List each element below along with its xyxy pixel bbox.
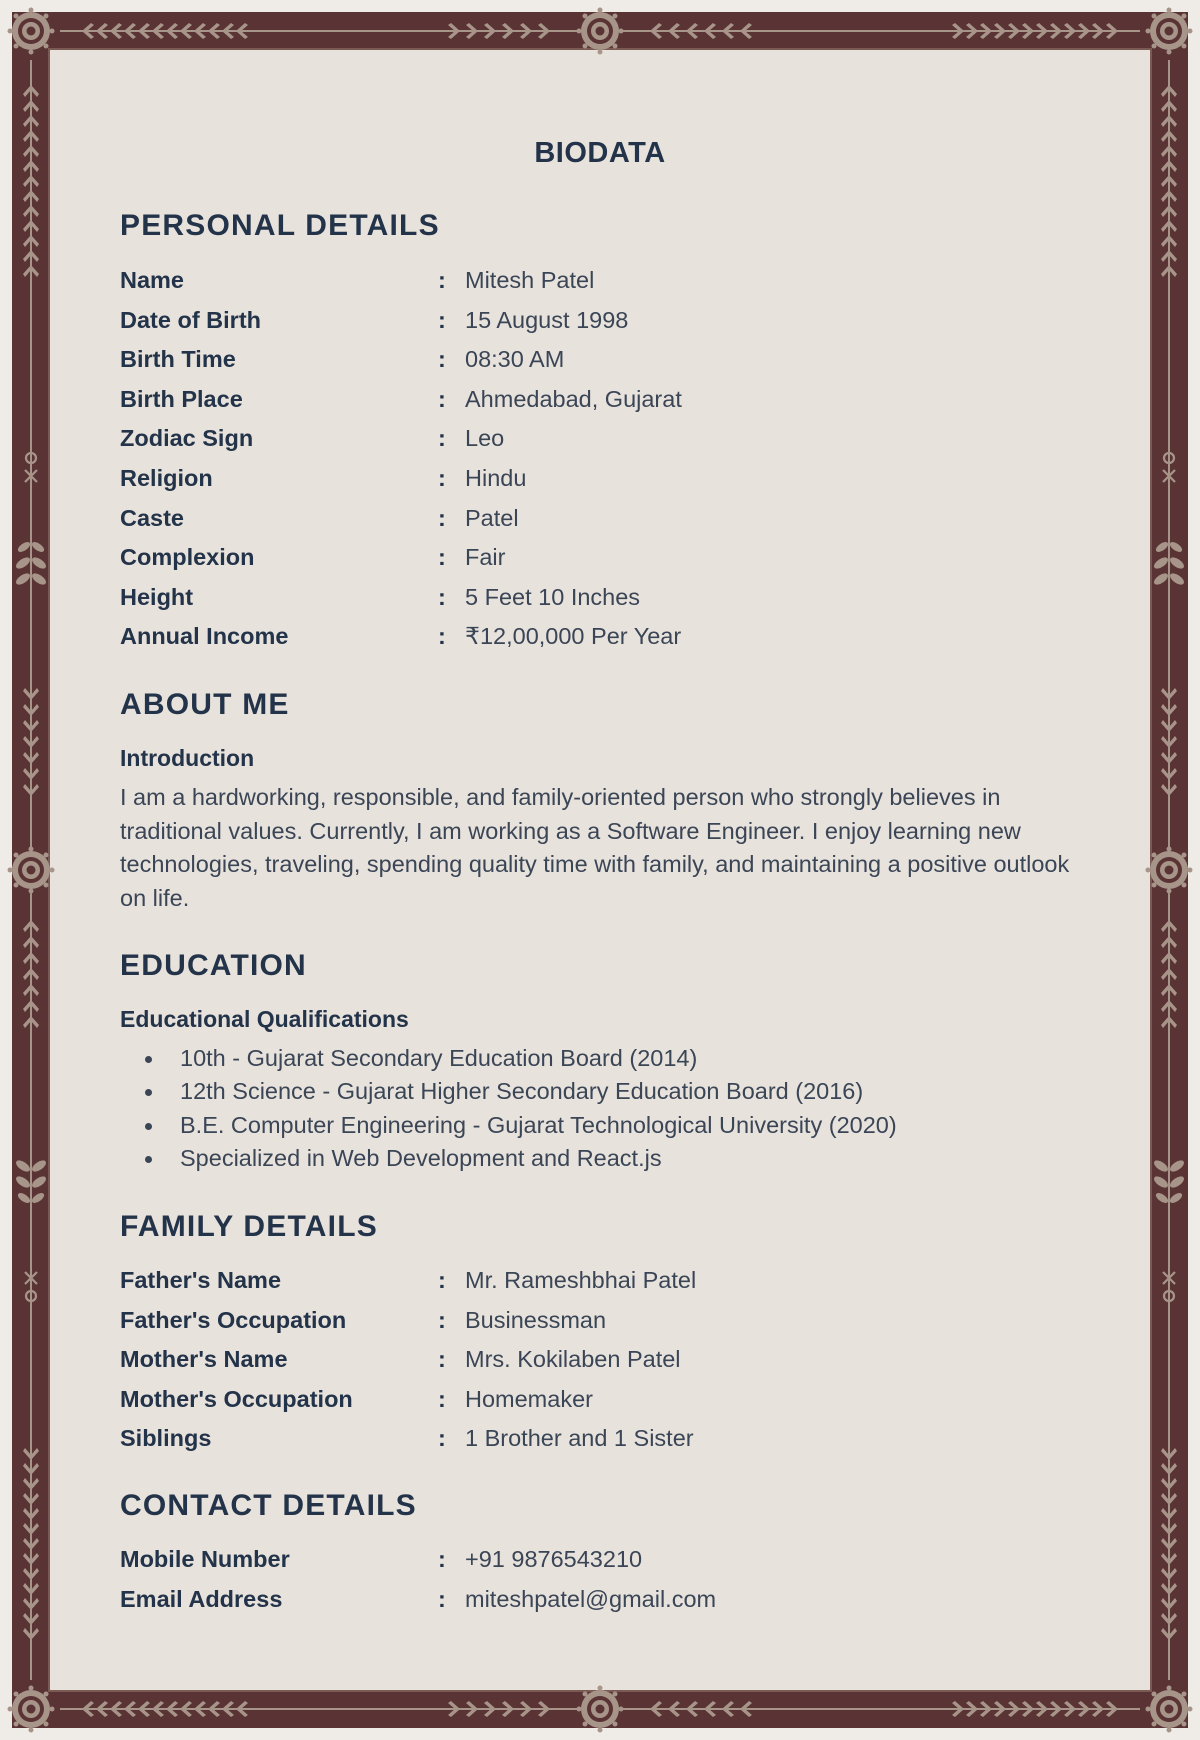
separator: :	[438, 1267, 446, 1293]
section-heading-family: FAMILY DETAILS	[120, 1210, 378, 1243]
family-row	[120, 1301, 1080, 1341]
mother-s-occupation-label: Mother's Occupation	[120, 1385, 353, 1412]
separator: :	[438, 504, 446, 531]
father-s-name-label: Father's Name	[120, 1267, 282, 1293]
section-heading-about: ABOUT ME	[120, 688, 290, 721]
birth-time-label: Birth Time	[120, 346, 236, 373]
date-of-birth-value: 15 August 1998	[465, 306, 629, 333]
qualifications-list	[120, 1042, 1080, 1175]
qualification-text: Specialized in Web Development and React.js	[180, 1144, 662, 1171]
personal-details-list	[120, 261, 1080, 657]
qualification-item	[120, 1075, 1080, 1108]
personal-row	[120, 340, 1080, 380]
bullet-icon	[145, 1089, 152, 1096]
email-address-value: miteshpatel@gmail.com	[465, 1585, 717, 1612]
family-row	[120, 1419, 1080, 1459]
separator: :	[438, 385, 446, 412]
family-row	[120, 1380, 1080, 1420]
height-label: Height	[120, 583, 194, 610]
contact-row	[120, 1580, 1080, 1620]
qualification-item	[120, 1142, 1080, 1175]
siblings-label: Siblings	[120, 1425, 212, 1452]
qualification-text: B.E. Computer Engineering - Gujarat Technological University (2020)	[180, 1111, 897, 1138]
qualification-text: 10th - Gujarat Secondary Education Board (2014)	[180, 1045, 698, 1071]
subheading-introduction: Introduction	[120, 745, 255, 771]
separator: :	[438, 1425, 446, 1452]
mother-s-name-value: Mrs. Kokilaben Patel	[465, 1346, 681, 1373]
separator: :	[438, 1385, 446, 1412]
mobile-number-value: +91 9876543210	[465, 1546, 643, 1572]
zodiac-sign-label: Zodiac Sign	[120, 425, 254, 452]
mother-s-occupation-value: Homemaker	[465, 1385, 593, 1412]
separator: :	[438, 1546, 446, 1572]
personal-row	[120, 538, 1080, 578]
personal-row	[120, 380, 1080, 420]
annual-income-label: Annual Income	[120, 623, 289, 650]
caste-value: Patel	[465, 504, 519, 531]
family-row	[120, 1261, 1080, 1301]
separator: :	[438, 267, 446, 293]
complexion-label: Complexion	[120, 544, 255, 571]
separator: :	[438, 464, 446, 491]
date-of-birth-label: Date of Birth	[120, 306, 261, 333]
father-s-occupation-label: Father's Occupation	[120, 1306, 347, 1333]
birth-place-value: Ahmedabad, Gujarat	[465, 385, 682, 412]
family-details-list	[120, 1261, 1080, 1459]
personal-row	[120, 419, 1080, 459]
contact-row	[120, 1540, 1080, 1580]
mother-s-name-label: Mother's Name	[120, 1346, 288, 1373]
religion-label: Religion	[120, 464, 213, 491]
annual-income-value: ₹12,00,000 Per Year	[465, 623, 682, 650]
siblings-value: 1 Brother and 1 Sister	[465, 1425, 694, 1452]
separator: :	[438, 583, 446, 610]
bullet-icon	[145, 1156, 152, 1163]
zodiac-sign-value: Leo	[465, 425, 505, 452]
separator: :	[438, 1346, 446, 1373]
qualification-text: 12th Science - Gujarat Higher Secondary Education Board (2016)	[180, 1078, 864, 1105]
qualification-item	[120, 1042, 1080, 1075]
personal-row	[120, 499, 1080, 539]
birth-time-value: 08:30 AM	[465, 346, 565, 373]
section-heading-contact: CONTACT DETAILS	[120, 1489, 417, 1522]
father-s-name-value: Mr. Rameshbhai Patel	[465, 1267, 697, 1293]
birth-place-label: Birth Place	[120, 385, 243, 412]
separator: :	[438, 1585, 446, 1612]
email-address-label: Email Address	[120, 1585, 283, 1612]
section-heading-education: EDUCATION	[120, 949, 307, 982]
family-row	[120, 1340, 1080, 1380]
separator: :	[438, 425, 446, 452]
qualification-item	[120, 1109, 1080, 1142]
father-s-occupation-value: Businessman	[465, 1306, 607, 1333]
separator: :	[438, 306, 446, 333]
complexion-value: Fair	[465, 544, 506, 571]
biodata-content	[120, 0, 1080, 1740]
contact-details-list	[120, 1540, 1080, 1619]
caste-label: Caste	[120, 504, 185, 531]
personal-row	[120, 261, 1080, 301]
bullet-icon	[145, 1123, 152, 1130]
separator: :	[438, 1306, 446, 1333]
mobile-number-label: Mobile Number	[120, 1546, 290, 1572]
personal-row	[120, 459, 1080, 499]
personal-row	[120, 578, 1080, 618]
introduction-text: I am a hardworking, responsible, and family-oriented person who strongly believes in traditional values. Currently, I am working as a Software Engineer. I enjoy learning new technologies, traveling, spending quality time with family, and maintaining a positive outlook on life.	[120, 784, 1070, 911]
document-title: BIODATA	[534, 137, 666, 169]
subheading-qualifications: Educational Qualifications	[120, 1006, 409, 1032]
separator: :	[438, 623, 446, 650]
name-value: Mitesh Patel	[465, 267, 595, 293]
bullet-icon	[145, 1056, 152, 1063]
section-heading-personal: PERSONAL DETAILS	[120, 209, 440, 242]
name-label: Name	[120, 267, 185, 293]
religion-value: Hindu	[465, 464, 527, 491]
separator: :	[438, 544, 446, 571]
height-value: 5 Feet 10 Inches	[465, 583, 641, 610]
separator: :	[438, 346, 446, 373]
personal-row	[120, 617, 1080, 657]
personal-row	[120, 301, 1080, 341]
